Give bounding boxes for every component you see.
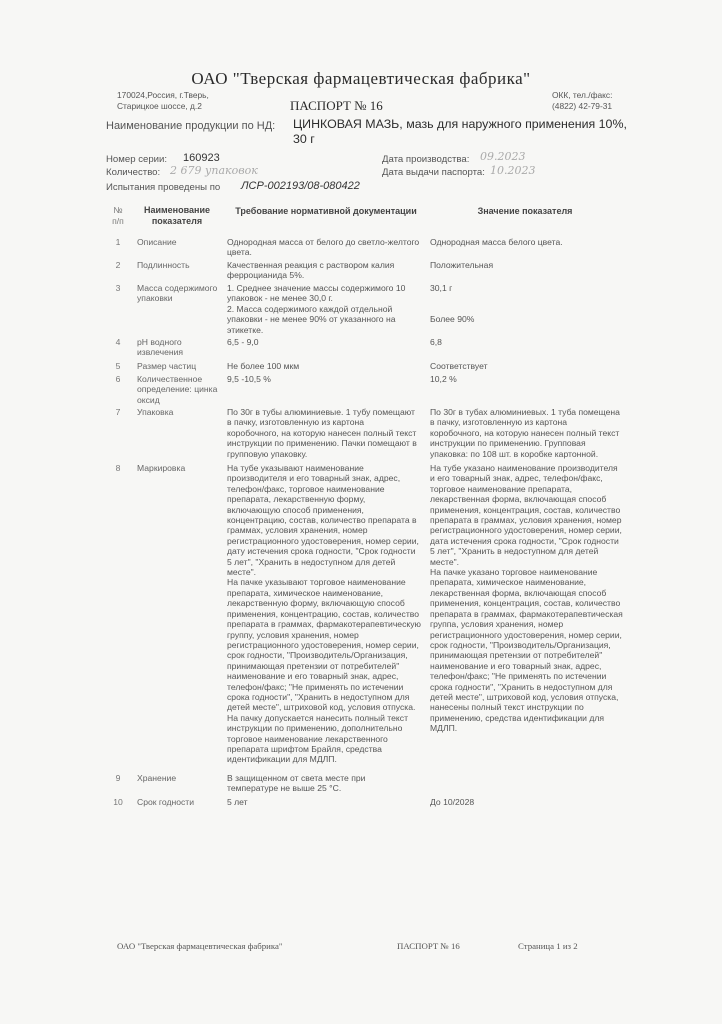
row-6-indicator: Количественное определение: цинка оксид	[137, 374, 218, 405]
row-2-value: Положительная	[430, 260, 494, 270]
row-9-requirement: В защищенном от света месте при температуре не выше 25 °С.	[227, 773, 366, 794]
row-10-requirement: 5 лет	[227, 797, 248, 807]
row-7-num: 7	[115, 407, 121, 417]
row-9-indicator: Хранение	[137, 773, 177, 783]
row-8-value: На тубе указано наименование производителя и его товарный знак, адрес, телефон/факс, торговое наименование препарата, лекарственная форма, включающая способ применения, концентрация, состав, количество препарата в граммах, условия хранения, номер регистрационного удостоверения, номер серии, дата истечения срока годности, "Срок годности 5 лет", "Хранить в недоступном для детей месте". На пачке указано торговое наименование препарата, химическое наименование, лекарственная форма, включающая способ применения, концентрация, состав, количество препарата в граммах, фармакотерапевтическая группа, условия хранения, номер регистрационного удостоверения, номер серии, срок годности, "Производитель/Организация, принимающая претензии от потребителей" наименование и его товарный знак, адрес, телефон/факс; "Не применять по истечении срока годности", "Хранить в недоступном для детей месте", штриховой код, условия отпуска, нанесены полный текст инструкции по применению, средства идентификации для МДЛП.	[430, 463, 623, 734]
passport-number: ПАСПОРТ № 16	[290, 98, 383, 113]
tests-label: Испытания проведены по	[106, 182, 221, 193]
footer-company: ОАО "Тверская фармацевтическая фабрика"	[117, 941, 283, 951]
company-title: ОАО "Тверская фармацевтическая фабрика"	[191, 69, 531, 88]
row-7-indicator: Упаковка	[137, 407, 174, 417]
row-8-num: 8	[115, 463, 121, 473]
product-label: Наименование продукции по НД:	[106, 120, 276, 132]
row-1-requirement: Однородная масса от белого до светло-желтого цвета.	[227, 237, 420, 258]
header-num: № п/п	[112, 205, 124, 226]
row-6-num: 6	[115, 374, 121, 384]
row-5-indicator: Размер частиц	[137, 361, 197, 371]
company-address: 170024,Россия, г.Тверь, Старицкое шоссе, д.2	[117, 90, 209, 111]
production-date-label: Дата производства:	[382, 154, 470, 165]
row-9-num: 9	[115, 773, 121, 783]
row-10-num: 10	[113, 797, 123, 807]
row-4-num: 4	[115, 337, 121, 347]
row-4-indicator: pH водного извлечения	[137, 337, 184, 358]
quantity-value: 2 679 упаковок	[170, 164, 258, 177]
row-5-num: 5	[115, 361, 121, 371]
footer-passport: ПАСПОРТ № 16	[397, 941, 460, 951]
row-1-value: Однородная масса белого цвета.	[430, 237, 563, 247]
series-value: 160923	[183, 152, 220, 164]
series-label: Номер серии:	[106, 154, 168, 165]
row-3-indicator: Масса содержимого упаковки	[137, 283, 218, 304]
production-date-value: 09.2023	[480, 150, 526, 163]
row-2-requirement: Качественная реакция с раствором калия ферроцианида 5%.	[227, 260, 395, 281]
row-2-num: 2	[115, 260, 121, 270]
row-1-indicator: Описание	[137, 237, 177, 247]
row-10-indicator: Срок годности	[137, 797, 195, 807]
tests-standard: ЛСР-002193/08-080422	[241, 180, 360, 192]
row-7-value: По 30г в тубах алюминиевых. 1 туба помещена в пачку, изготовленную из картона коробочного, на которую нанесен полный текст инструкции по применению. Групповая упаковка: по 108 шт. в коробке картонной.	[430, 407, 620, 459]
header-value: Значение показателя	[477, 206, 573, 216]
quantity-label: Количество:	[106, 167, 161, 178]
row-6-requirement: 9,5 -10,5 %	[227, 374, 271, 384]
row-7-requirement: По 30г в тубы алюминиевые. 1 тубу помещают в пачку, изготовленную из картона коробочного, на которую нанесен полный текст инструкции по применению. Пачки помещают в групповую упаковку.	[227, 407, 417, 459]
product-name: ЦИНКОВАЯ МАЗЬ, мазь для наружного применения 10%, 30 г	[293, 117, 627, 146]
row-1-num: 1	[115, 237, 121, 247]
row-3-value: 30,1 г Более 90%	[430, 283, 475, 325]
header-requirement: Требование нормативной документации	[235, 206, 417, 216]
row-3-num: 3	[115, 283, 121, 293]
row-3-requirement: 1. Среднее значение массы содержимого 10 упаковок - не менее 30,0 г. 2. Масса содержимого каждой отдельной упаковки - не менее 90% от указанного на этикетке.	[227, 283, 406, 335]
header-indicator: Наименование показателя	[143, 205, 211, 226]
row-8-indicator: Маркировка	[137, 463, 186, 473]
row-8-requirement: На тубе указывают наименование производителя и его товарный знак, адрес, телефон/факс, торговое наименование препарата, лекарственную форму, включающую способ применения, концентрацию, состав, количество препарата в граммах, условия хранения, номер регистрационного удостоверения, номер серии, дату истечения срока годности, "Срок годности 5 лет", "Хранить в недоступном для детей месте". На пачке указывают торговое наименование препарата, химическое наименование, лекарственную форму, включающую способ применения, концентрацию, состав, количество препарата в граммах, фармакотерапевтическую группу, условия хранения, номер регистрационного удостоверения, номер серии, срок годности, "Производитель/Организация, принимающая претензии от потребителей" наименование и его товарный знак, адрес, телефон/факс; "Не применять по истечении срока годности", "Хранить в недоступном для детей месте", штриховой код, условия отпуска. На пачку допускается нанесить полный текст инструкции по применению, дополнительно торговое наименование лекарственного препарата шрифтом Брайля, средства идентификации для МДЛП.	[227, 463, 421, 765]
issue-date-label: Дата выдачи паспорта:	[382, 167, 485, 178]
row-5-value: Соответствует	[430, 361, 488, 371]
issue-date-value: 10.2023	[490, 164, 536, 177]
row-5-requirement: Не более 100 мкм	[227, 361, 300, 371]
row-2-indicator: Подлинность	[137, 260, 190, 270]
row-10-value: До 10/2028	[430, 797, 475, 807]
row-4-requirement: 6,5 - 9,0	[227, 337, 259, 347]
row-4-value: 6,8	[430, 337, 442, 347]
row-6-value: 10,2 %	[430, 374, 457, 384]
footer-page: Страница 1 из 2	[518, 941, 578, 951]
company-contact: ОКК, тел./факс: (4822) 42-79-31	[552, 90, 613, 111]
